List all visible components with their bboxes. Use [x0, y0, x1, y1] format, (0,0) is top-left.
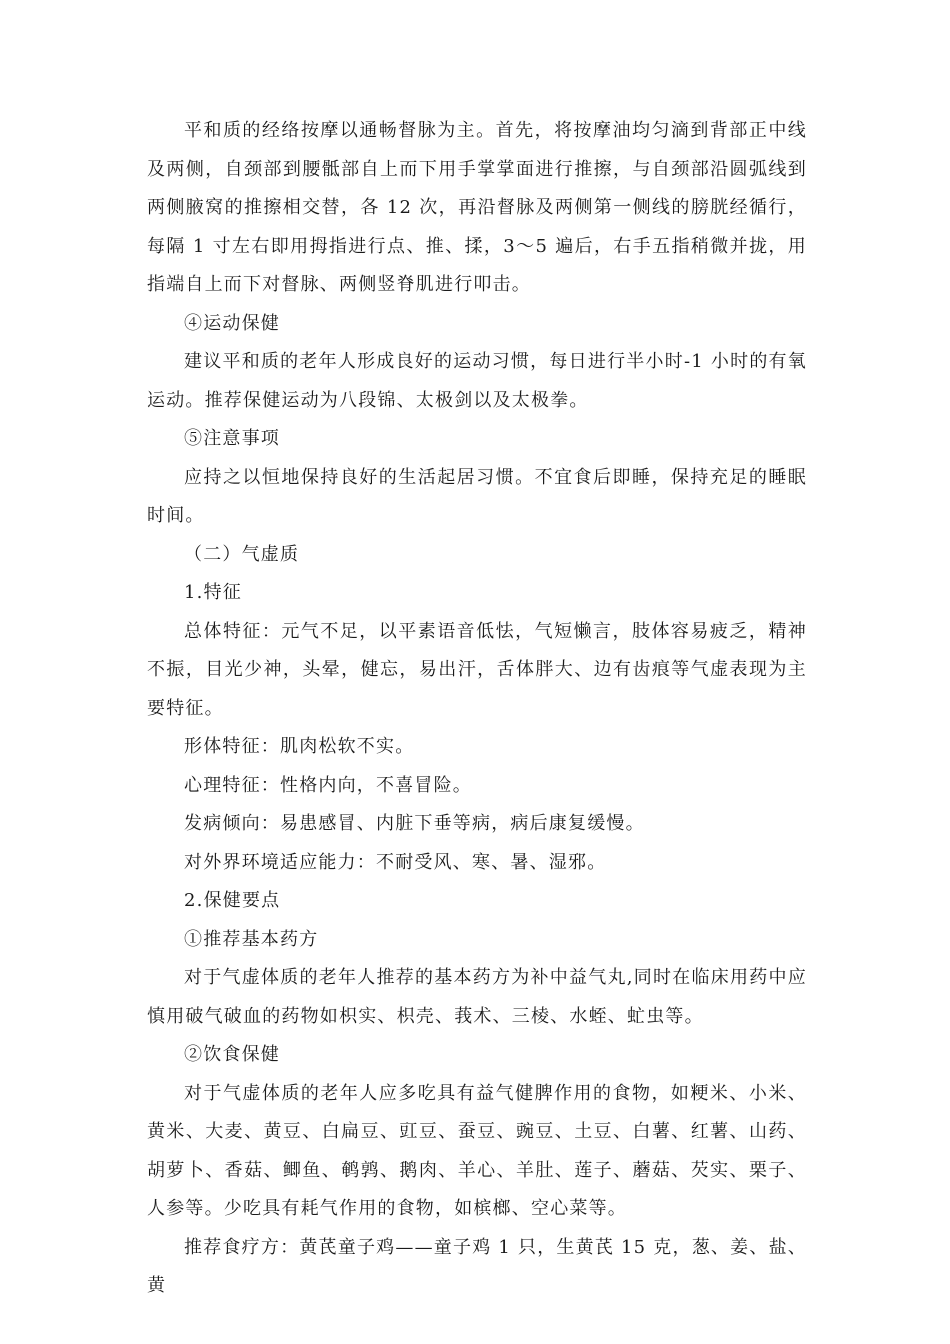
paragraph-massage: 平和质的经络按摩以通畅督脉为主。首先，将按摩油均匀滴到背部正中线及两侧，自颈部到腰骶部自上而下用手掌掌面进行推擦，与自颈部沿圆弧线到两侧腋窝的推擦相交替，各 12 次，再沿督脉及两侧第一侧线的膀胱经循行，每隔 1 寸左右即用拇指进行点、推、揉，3～5 遍后，右手五指稍微并拢，用指端自上而下对督脉、两侧竖脊肌进行叩击。 [147, 120, 807, 295]
paragraph-overall-characteristics: 总体特征：元气不足，以平素语音低怯，气短懒言，肢体容易疲乏，精神不振，目光少神，头晕，健忘，易出汗，舌体胖大、边有齿痕等气虚表现为主要特征。 [147, 620, 807, 719]
paragraph-precautions: 应持之以恒地保持良好的生活起居习惯。不宜食后即睡，保持充足的睡眠时间。 [147, 466, 807, 526]
paragraph-prescription: 对于气虚体质的老年人推荐的基本药方为补中益气丸,同时在临床用药中应慎用破气破血的药物如枳实、枳壳、莪术、三棱、水蛭、虻虫等。 [147, 967, 807, 1027]
heading-qi-deficiency: （二）气虚质 [184, 543, 300, 565]
paragraph-disease-tendency: 发病倾向：易患感冒、内脏下垂等病，病后康复缓慢。 [184, 813, 645, 834]
paragraph-body-shape: 形体特征：肌肉松软不实。 [184, 736, 415, 757]
heading-diet-care: ②饮食保健 [184, 1044, 280, 1065]
heading-precautions: ⑤注意事项 [184, 428, 280, 449]
paragraph-diet: 对于气虚体质的老年人应多吃具有益气健脾作用的食物，如粳米、小米、黄米、大麦、黄豆、白扁豆、豇豆、蚕豆、豌豆、土豆、白薯、红薯、山药、胡萝卜、香菇、鲫鱼、鹌鹑、鹅肉、羊心、羊肚、莲子、蘑菇、芡实、栗子、人参等。少吃具有耗气作用的食物，如槟榔、空心菜等。 [147, 1082, 807, 1219]
heading-care-points: 2.保健要点 [184, 890, 281, 911]
paragraph-psychology: 心理特征：性格内向，不喜冒险。 [184, 774, 472, 796]
paragraph-recipe: 推荐食疗方：黄芪童子鸡——童子鸡 1 只，生黄芪 15 克，葱、姜、盐、黄 [147, 1236, 807, 1296]
heading-characteristics: 1.特征 [184, 582, 242, 603]
document-body [147, 112, 807, 1306]
heading-recommended-prescription: ①推荐基本药方 [184, 928, 319, 950]
paragraph-exercise: 建议平和质的老年人形成良好的运动习惯，每日进行半小时-1 小时的有氧运动。推荐保健运动为八段锦、太极剑以及太极拳。 [147, 351, 807, 411]
heading-exercise-care: ④运动保健 [184, 312, 280, 334]
paragraph-adaptability: 对外界环境适应能力：不耐受风、寒、暑、湿邪。 [184, 851, 607, 873]
